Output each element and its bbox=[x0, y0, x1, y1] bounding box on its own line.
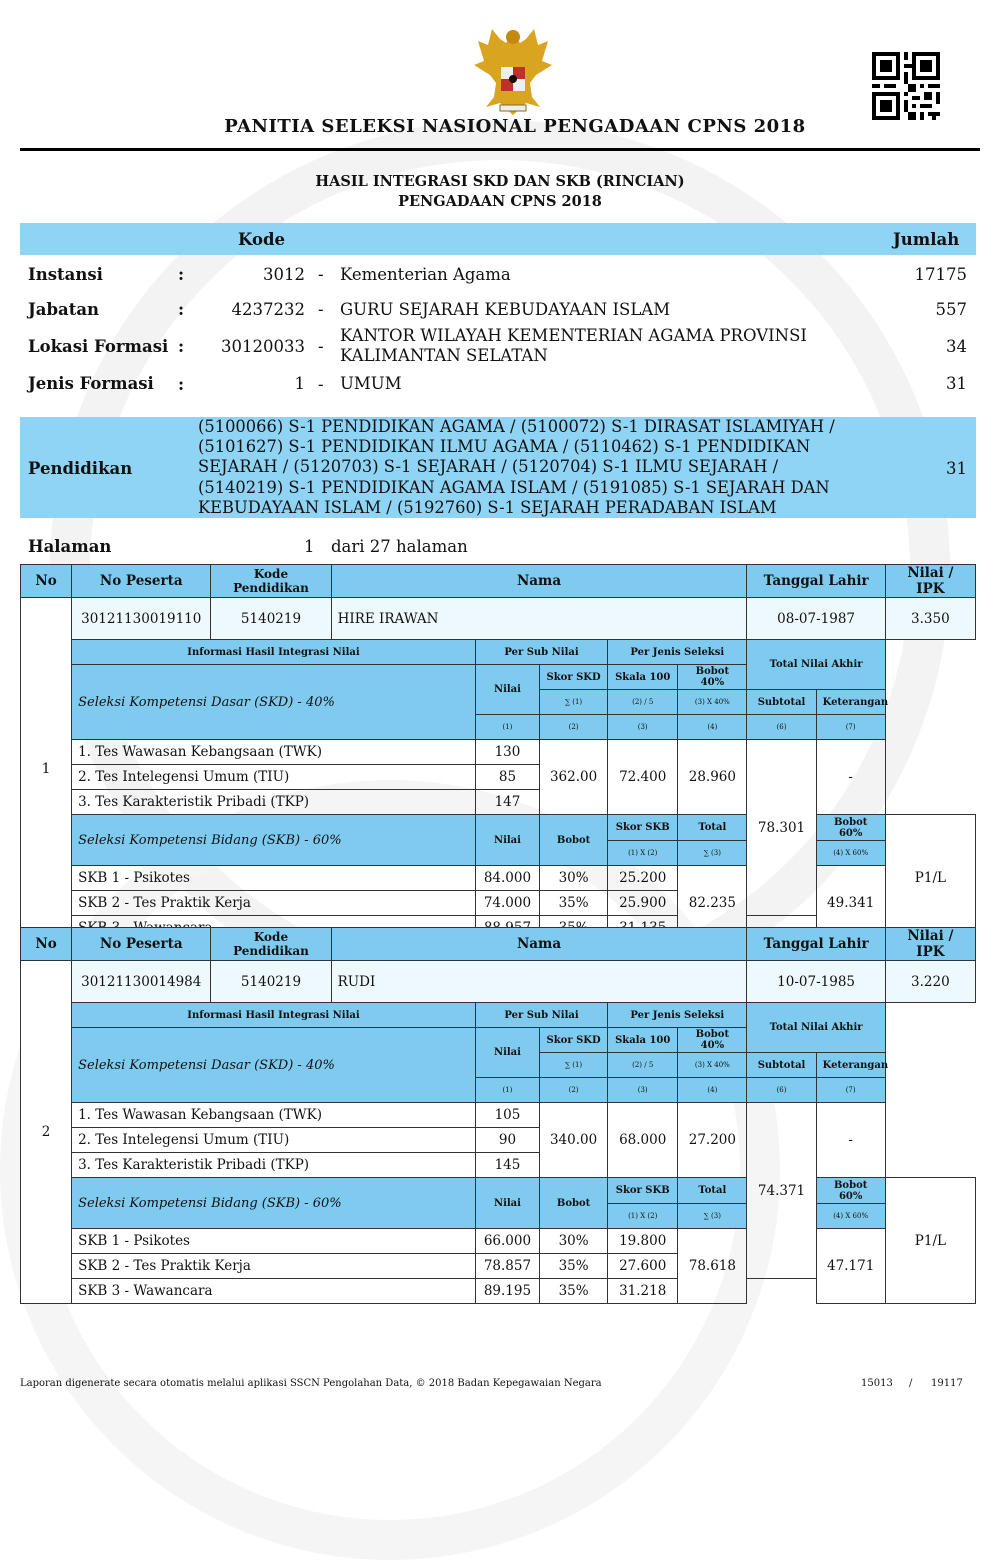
participant-ipk: 3.350 bbox=[885, 598, 975, 640]
skd-test-nilai: 147 bbox=[475, 790, 539, 815]
info-header-band bbox=[20, 223, 976, 255]
skb-test-skor: 25.200 bbox=[608, 866, 678, 891]
skb-test-name: SKB 2 - Tes Praktik Kerja bbox=[72, 891, 476, 916]
col-nilai-ipk: Nilai / IPK bbox=[885, 928, 975, 961]
participant-table-2 bbox=[20, 927, 976, 1304]
kode-header: Kode bbox=[238, 230, 286, 249]
qr-code-icon bbox=[872, 52, 940, 120]
skd-title: Seleksi Kompetensi Dasar (SKD) - 40% bbox=[72, 665, 476, 740]
participant-no-peserta: 30121130019110 bbox=[72, 598, 211, 640]
formula-sum1: ∑ (1) bbox=[540, 690, 608, 715]
num-7: (7) bbox=[816, 1078, 885, 1103]
section-header-row bbox=[21, 1003, 976, 1028]
col-nama: Nama bbox=[331, 928, 747, 961]
skb-test-skor: 19.800 bbox=[608, 1229, 678, 1254]
skb-test-name: SKB 3 - Wawancara bbox=[72, 1279, 476, 1304]
col-no-peserta: No Peserta bbox=[72, 565, 211, 598]
bobot-40-header: Bobot 40% bbox=[678, 1028, 747, 1053]
skb-test-nilai: 78.857 bbox=[475, 1254, 539, 1279]
num-6: (6) bbox=[747, 1078, 816, 1103]
skd-test-name: 2. Tes Intelegensi Umum (TIU) bbox=[72, 765, 476, 790]
bobot-60-value: 47.171 bbox=[816, 1229, 885, 1304]
skb-test-skor: 25.900 bbox=[608, 891, 678, 916]
skb-title: Seleksi Kompetensi Bidang (SKB) - 60% bbox=[72, 815, 476, 866]
skb-test-bobot: 30% bbox=[540, 1229, 608, 1254]
keterangan-value: P1/L bbox=[885, 815, 975, 941]
per-sub-nilai-header: Per Sub Nilai bbox=[475, 1003, 607, 1028]
subtotal-value: 74.371 bbox=[747, 1103, 816, 1279]
formula-3x40: (3) X 40% bbox=[678, 1053, 747, 1078]
bobot-40-header: Bobot 40% bbox=[678, 665, 747, 690]
num-7: (7) bbox=[816, 715, 885, 740]
skor-skd-header: Skor SKD bbox=[540, 1028, 608, 1053]
halaman-label: Halaman bbox=[28, 537, 112, 556]
col-nilai-ipk: Nilai / IPK bbox=[885, 565, 975, 598]
skd-test-nilai: 130 bbox=[475, 740, 539, 765]
halaman-current: 1 bbox=[304, 537, 315, 556]
instansi-jumlah: 17175 bbox=[914, 265, 967, 284]
skd-test-nilai: 145 bbox=[475, 1153, 539, 1178]
skd-test-nilai: 85 bbox=[475, 765, 539, 790]
jabatan-jumlah: 557 bbox=[935, 300, 967, 319]
skb-bobot-header: Bobot bbox=[540, 1178, 608, 1229]
footer-separator: / bbox=[909, 1378, 913, 1389]
skala-100-value: 72.400 bbox=[608, 740, 678, 815]
participant-row bbox=[21, 961, 976, 1003]
skb-test-nilai: 89.195 bbox=[475, 1279, 539, 1304]
jabatan-dash: - bbox=[318, 300, 324, 319]
jenis-formasi-name: UMUM bbox=[340, 374, 402, 393]
section-header-row bbox=[21, 640, 976, 665]
num-1: (1) bbox=[475, 715, 539, 740]
col-nama: Nama bbox=[331, 565, 747, 598]
per-jenis-seleksi-header: Per Jenis Seleksi bbox=[608, 640, 747, 665]
skb-nilai-header: Nilai bbox=[475, 815, 539, 866]
skb-total-header: Total bbox=[678, 1178, 747, 1204]
instansi-dash: - bbox=[318, 265, 324, 284]
jenis-formasi-dash: - bbox=[318, 375, 324, 394]
pendidikan-list: (5100066) S-1 PENDIDIKAN AGAMA / (5100072) S-1 DIRASAT ISLAMIYAH / (5101627) S-1 PENDIDIKAN ILMU AGAMA / (5110462) S-1 PENDIDIKAN SEJARAH / (5120703) S-1 SEJARAH / (5120704) S-1 ILMU SEJARAH / (5140219) S-1 PENDIDIKAN AGAMA ISLAM / (5191085) S-1 SEJARAH DAN KEBUDAYAAN ISLAM / (5192760) S-1 SEJARAH PERADABAN ISLAM bbox=[198, 417, 835, 517]
skb-test-name: SKB 2 - Tes Praktik Kerja bbox=[72, 1254, 476, 1279]
skd-test-name: 2. Tes Intelegensi Umum (TIU) bbox=[72, 1128, 476, 1153]
bobot-60-value: 49.341 bbox=[816, 866, 885, 941]
num-2: (2) bbox=[540, 1078, 608, 1103]
skor-skd-value: 340.00 bbox=[540, 1103, 608, 1178]
keterangan-header: Keterangan bbox=[816, 1053, 885, 1078]
col-no-peserta: No Peserta bbox=[72, 928, 211, 961]
skor-skb-header: Skor SKB bbox=[608, 1178, 678, 1204]
subtotal-header: Subtotal bbox=[747, 1053, 816, 1078]
participant-kode-pendidikan: 5140219 bbox=[211, 961, 331, 1003]
participant-row bbox=[21, 598, 976, 640]
lokasi-kode: 30120033 bbox=[221, 337, 305, 356]
skb-test-name: SKB 1 - Psikotes bbox=[72, 866, 476, 891]
lokasi-label: Lokasi Formasi bbox=[28, 337, 169, 356]
header-divider bbox=[20, 148, 980, 151]
skd-nilai-header: Nilai bbox=[475, 1028, 539, 1078]
skb-test-bobot: 35% bbox=[540, 1279, 608, 1304]
instansi-kode: 3012 bbox=[263, 265, 305, 284]
skb-nilai-header: Nilai bbox=[475, 1178, 539, 1229]
col-tanggal-lahir: Tanggal Lahir bbox=[747, 928, 885, 961]
pendidikan-jumlah: 31 bbox=[946, 459, 967, 478]
skala-100-header: Skala 100 bbox=[608, 1028, 678, 1053]
skb-test-nilai: 66.000 bbox=[475, 1229, 539, 1254]
instansi-label: Instansi bbox=[28, 265, 103, 284]
formula-3x40: (3) X 40% bbox=[678, 690, 747, 715]
garuda-emblem-icon bbox=[470, 25, 556, 117]
skd-test-nilai: 90 bbox=[475, 1128, 539, 1153]
num-3: (3) bbox=[608, 1078, 678, 1103]
skb-header-row bbox=[21, 815, 976, 841]
skb-bobot-header: Bobot bbox=[540, 815, 608, 866]
skala-100-value: 68.000 bbox=[608, 1103, 678, 1178]
formula-2div5: (2) / 5 bbox=[608, 690, 678, 715]
num-2: (2) bbox=[540, 715, 608, 740]
participant-kode-pendidikan: 5140219 bbox=[211, 598, 331, 640]
bobot-40-value: 27.200 bbox=[678, 1103, 747, 1178]
per-jenis-seleksi-header: Per Jenis Seleksi bbox=[608, 1003, 747, 1028]
formula-1x2: (1) X (2) bbox=[608, 1204, 678, 1229]
participant-no: 1 bbox=[21, 598, 72, 941]
skd-test-name: 1. Tes Wawasan Kebangsaan (TWK) bbox=[72, 1103, 476, 1128]
formula-1x2: (1) X (2) bbox=[608, 841, 678, 866]
skb-total-value: 82.235 bbox=[678, 866, 747, 941]
jabatan-kode: 4237232 bbox=[231, 300, 305, 319]
participant-no: 2 bbox=[21, 961, 72, 1304]
formula-sum1: ∑ (1) bbox=[540, 1053, 608, 1078]
col-kode-pendidikan: Kode Pendidikan bbox=[211, 565, 331, 598]
col-no: No bbox=[21, 928, 72, 961]
bobot-60-header: Bobot 60% bbox=[816, 815, 885, 841]
info-hasil-header: Informasi Hasil Integrasi Nilai bbox=[72, 1003, 476, 1028]
keterangan-value: P1/L bbox=[885, 1178, 975, 1304]
skb-test-nilai: 84.000 bbox=[475, 866, 539, 891]
pendidikan-label: Pendidikan bbox=[28, 459, 133, 478]
num-4: (4) bbox=[678, 1078, 747, 1103]
participant-ipk: 3.220 bbox=[885, 961, 975, 1003]
participant-tanggal-lahir: 10-07-1985 bbox=[747, 961, 885, 1003]
footer-num-2: 19117 bbox=[931, 1378, 963, 1389]
num-1: (1) bbox=[475, 1078, 539, 1103]
num-3: (3) bbox=[608, 715, 678, 740]
num-6: (6) bbox=[747, 715, 816, 740]
subtotal-value: 78.301 bbox=[747, 740, 816, 916]
jabatan-label: Jabatan bbox=[28, 300, 100, 319]
keterangan-skd-value: - bbox=[816, 740, 885, 815]
jumlah-header: Jumlah bbox=[893, 230, 960, 249]
lokasi-colon: : bbox=[178, 337, 185, 356]
footer-text: Laporan digenerate secara otomatis melalui aplikasi SSCN Pengolahan Data, © 2018 Badan Kepegawaian Negara bbox=[20, 1378, 602, 1389]
col-tanggal-lahir: Tanggal Lahir bbox=[747, 565, 885, 598]
skb-total-value: 78.618 bbox=[678, 1229, 747, 1304]
col-no: No bbox=[21, 565, 72, 598]
skb-title: Seleksi Kompetensi Bidang (SKB) - 60% bbox=[72, 1178, 476, 1229]
bobot-40-value: 28.960 bbox=[678, 740, 747, 815]
skd-nilai-header: Nilai bbox=[475, 665, 539, 715]
skor-skd-value: 362.00 bbox=[540, 740, 608, 815]
table-header-row bbox=[21, 928, 976, 961]
skd-row bbox=[21, 740, 976, 765]
skor-skb-header: Skor SKB bbox=[608, 815, 678, 841]
lokasi-dash: - bbox=[318, 337, 324, 356]
footer-num-1: 15013 bbox=[861, 1378, 893, 1389]
info-hasil-header: Informasi Hasil Integrasi Nilai bbox=[72, 640, 476, 665]
jabatan-name: GURU SEJARAH KEBUDAYAAN ISLAM bbox=[340, 300, 671, 319]
table-header-row bbox=[21, 565, 976, 598]
page-title: PANITIA SELEKSI NASIONAL PENGADAAN CPNS 2018 bbox=[224, 116, 806, 137]
skb-test-nilai: 74.000 bbox=[475, 891, 539, 916]
skd-test-name: 3. Tes Karakteristik Pribadi (TKP) bbox=[72, 1153, 476, 1178]
skb-test-name: SKB 1 - Psikotes bbox=[72, 1229, 476, 1254]
bobot-60-header: Bobot 60% bbox=[816, 1178, 885, 1204]
instansi-colon: : bbox=[178, 265, 185, 284]
skd-title: Seleksi Kompetensi Dasar (SKD) - 40% bbox=[72, 1028, 476, 1103]
num-4: (4) bbox=[678, 715, 747, 740]
participant-tanggal-lahir: 08-07-1987 bbox=[747, 598, 885, 640]
skor-skd-header: Skor SKD bbox=[540, 665, 608, 690]
jenis-formasi-label: Jenis Formasi bbox=[28, 374, 154, 393]
skb-total-header: Total bbox=[678, 815, 747, 841]
total-nilai-akhir-header: Total Nilai Akhir bbox=[747, 1003, 885, 1053]
halaman-total: dari 27 halaman bbox=[331, 537, 468, 556]
participant-nama: RUDI bbox=[331, 961, 747, 1003]
subtotal-header: Subtotal bbox=[747, 690, 816, 715]
participant-table-1 bbox=[20, 564, 976, 941]
skd-test-name: 3. Tes Karakteristik Pribadi (TKP) bbox=[72, 790, 476, 815]
participant-nama: HIRE IRAWAN bbox=[331, 598, 747, 640]
formula-2div5: (2) / 5 bbox=[608, 1053, 678, 1078]
total-nilai-akhir-header: Total Nilai Akhir bbox=[747, 640, 885, 690]
keterangan-header: Keterangan bbox=[816, 690, 885, 715]
skb-header-row bbox=[21, 1178, 976, 1204]
skb-row bbox=[21, 1229, 976, 1254]
participant-no-peserta: 30121130014984 bbox=[72, 961, 211, 1003]
lokasi-jumlah: 34 bbox=[946, 337, 967, 356]
per-sub-nilai-header: Per Sub Nilai bbox=[475, 640, 607, 665]
col-kode-pendidikan: Kode Pendidikan bbox=[211, 928, 331, 961]
report-title: HASIL INTEGRASI SKD DAN SKB (RINCIAN) bbox=[315, 173, 685, 190]
jenis-formasi-colon: : bbox=[178, 375, 185, 394]
jenis-formasi-jumlah: 31 bbox=[946, 374, 967, 393]
keterangan-skd-value: - bbox=[816, 1103, 885, 1178]
skd-row bbox=[21, 1103, 976, 1128]
skb-test-bobot: 30% bbox=[540, 866, 608, 891]
skb-test-bobot: 35% bbox=[540, 1254, 608, 1279]
report-subtitle: PENGADAAN CPNS 2018 bbox=[398, 193, 602, 210]
jenis-formasi-kode: 1 bbox=[294, 374, 305, 393]
skb-test-skor: 31.218 bbox=[608, 1279, 678, 1304]
formula-sum3: ∑ (3) bbox=[678, 1204, 747, 1229]
formula-4x60: (4) X 60% bbox=[816, 841, 885, 866]
skb-test-skor: 27.600 bbox=[608, 1254, 678, 1279]
instansi-name: Kementerian Agama bbox=[340, 265, 511, 284]
lokasi-name: KANTOR WILAYAH KEMENTERIAN AGAMA PROVINSI KALIMANTAN SELATAN bbox=[340, 326, 807, 365]
formula-sum3: ∑ (3) bbox=[678, 841, 747, 866]
skb-row bbox=[21, 866, 976, 891]
skala-100-header: Skala 100 bbox=[608, 665, 678, 690]
jabatan-colon: : bbox=[178, 300, 185, 319]
skb-test-bobot: 35% bbox=[540, 891, 608, 916]
skd-test-name: 1. Tes Wawasan Kebangsaan (TWK) bbox=[72, 740, 476, 765]
skd-test-nilai: 105 bbox=[475, 1103, 539, 1128]
formula-4x60: (4) X 60% bbox=[816, 1204, 885, 1229]
